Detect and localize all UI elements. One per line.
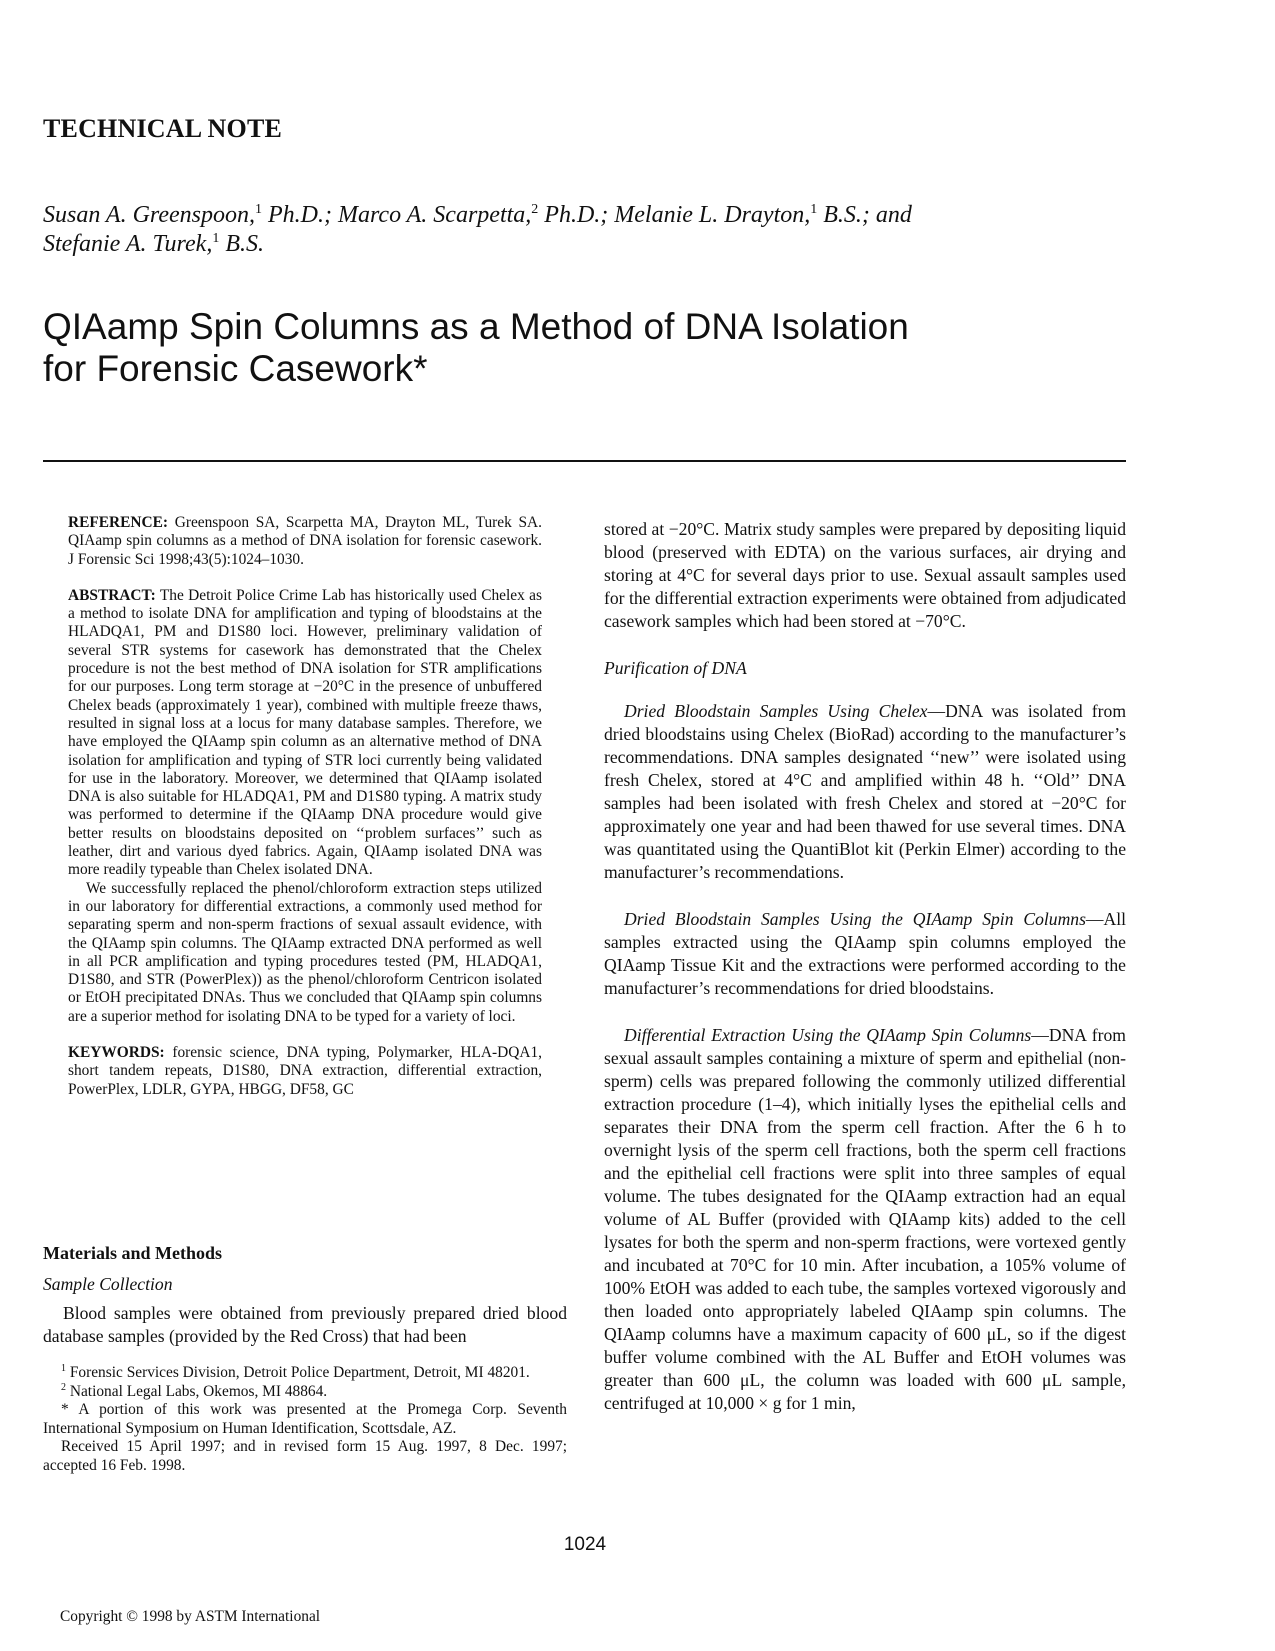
author-degree: B.S.; and	[817, 202, 912, 228]
paragraph-text: —DNA was isolated from dried bloodstains using Chelex (BioRad) according to the manufacturer’s recommendations. DNA samples designated ‘‘new’’ were isolated using fresh Chelex, stored at 4°C and amplified within 48 h. ‘‘Old’’ DNA samples had been isolated with fresh Chelex and stored at −20°C for approximately one year and had been thawed for use several times. DNA was quantitated using the QuantiBlot kit (Perkin Elmer) according to the manufacturer’s recommendations.	[604, 701, 1127, 882]
footnotes	[43, 1364, 567, 1475]
footnote: * A portion of this work was presented at the Promega Corp. Seventh International Symposium on Human Identification, Scottsdale, AZ.	[43, 1401, 567, 1437]
affiliation-mark: 1	[255, 202, 262, 217]
section-heading: Materials and Methods	[43, 1243, 222, 1263]
footnote-text: National Legal Labs, Okemos, MI 48864.	[66, 1382, 328, 1400]
keywords-paragraph	[68, 1044, 542, 1099]
footnote-text: Forensic Services Division, Detroit Police Department, Detroit, MI 48201.	[66, 1364, 530, 1381]
body-paragraph: stored at −20°C. Matrix study samples were prepared by depositing liquid blood (preserved with EDTA) on the various surfaces, air drying and storing at 4°C for several days prior to use. Sexual assault samples used for the differential extraction experiments were obtained from adjudicated casework samples which had been stored at −70°C.	[604, 519, 1126, 631]
author-degree: B.S.	[219, 231, 264, 257]
author-list	[43, 201, 1063, 259]
footnote	[43, 1383, 567, 1402]
title-line: for Forensic Casework*	[43, 348, 428, 389]
footnote	[43, 1364, 567, 1383]
abstract-paragraph	[68, 587, 542, 880]
author-name: Melanie L. Drayton,	[614, 202, 811, 228]
section-label: TECHNICAL NOTE	[43, 114, 283, 143]
author-name: Susan A. Greenspoon,	[43, 202, 255, 228]
title-line: QIAamp Spin Columns as a Method of DNA Isolation	[43, 306, 909, 347]
header-divider	[43, 460, 1126, 462]
keywords-text: forensic science, DNA typing, Polymarker, HLA-DQA1, short tandem repeats, D1S80, DNA extraction, differential extraction, PowerPlex, LDLR, GYPA, HBGG, DF58, GC	[68, 1044, 542, 1098]
author-degree: Ph.D.;	[538, 202, 615, 228]
affiliation-mark: 1	[810, 202, 818, 217]
abstract-block	[68, 514, 542, 1099]
author-degree: Ph.D.;	[262, 202, 338, 228]
run-in-heading: Dried Bloodstain Samples Using the QIAamp Spin Columns	[624, 909, 1086, 929]
keywords-label: KEYWORDS:	[68, 1044, 165, 1062]
received-dates: Received 15 April 1997; and in revised form 15 Aug. 1997, 8 Dec. 1997; accepted 16 Feb. 1998.	[43, 1438, 567, 1474]
subsection-heading: Sample Collection	[43, 1274, 173, 1294]
footnote-mark: 2	[61, 1381, 66, 1393]
paper-title	[43, 306, 1043, 390]
run-in-heading: Dried Bloodstain Samples Using Chelex	[624, 701, 928, 721]
abstract-paragraph: We successfully replaced the phenol/chloroform extraction steps utilized in our laboratory for differential extractions, a commonly used method for separating sperm and non-sperm fractions of sexual assault evidence, with the QIAamp spin columns. The QIAamp extracted DNA performed as well in all PCR amplification and typing procedures tested (PM, HLADQA1, D1S80, and STR (PowerPlex)) as the phenol/chloroform Centricon isolated or EtOH precipitated DNAs. Thus we concluded that QIAamp spin columns are a superior method for isolating DNA to be typed for a variety of loci.	[68, 879, 542, 1025]
reference-paragraph	[68, 514, 542, 569]
author-name: Marco A. Scarpetta,	[337, 202, 532, 228]
abstract-label: ABSTRACT:	[68, 586, 156, 604]
run-in-heading: Differential Extraction Using the QIAamp Spin Columns	[624, 1025, 1032, 1045]
body-paragraph	[604, 1024, 1126, 1415]
author-name: Stefanie A. Turek,	[43, 231, 213, 257]
body-paragraph	[604, 700, 1126, 884]
paragraph-text: —DNA from sexual assault samples containing a mixture of sperm and epithelial (non-sperm) cells was prepared following the commonly utilized differential extraction procedure (1–4), which initially lyses the epithelial cells and separates their DNA from the sperm cell fraction. After the 6 h to overnight lysis of the sperm cell fractions, both the sperm cell fractions and the epithelial cell fractions were split into three samples of equal volume. The tubes designated for the QIAamp extraction had an equal volume of AL Buffer (provided with QIAamp kits) added to the cell lysates for both the sperm and non-sperm fractions, were vortexed gently and incubated at 70°C for 10 min. After incubation, a 105% volume of 100% EtOH was added to each tube, the samples vortexed vigorously and then loaded onto appropriately labeled QIAamp spin columns. The QIAamp columns have a maximum capacity of 600 μL, so if the digest buffer volume combined with the AL Buffer and EtOH volumes was greater than 600 μL, the column was loaded with 600 μL sample, centrifuged at 10,000 × g for 1 min,	[604, 1025, 1126, 1413]
left-column-body	[43, 1242, 567, 1348]
paragraph-text: —All samples extracted using the QIAamp spin columns employed the QIAamp Tissue Kit and the extractions were performed according to the manufacturer’s recommendations for dried bloodstains.	[604, 909, 1126, 998]
affiliation-mark: 2	[531, 202, 539, 217]
copyright-notice: Copyright © 1998 by ASTM International	[60, 1608, 321, 1625]
affiliation-mark: 1	[212, 231, 220, 246]
reference-label: REFERENCE:	[68, 514, 169, 531]
reference-text: Greenspoon SA, Scarpetta MA, Drayton ML, Turek SA. QIAamp spin columns as a method of DNA isolation for forensic casework. J Forensic Sci 1998;43(5):1024–1030.	[68, 514, 542, 568]
right-column-body	[604, 518, 1126, 1415]
page-number: 1024	[563, 1534, 607, 1555]
body-paragraph	[604, 908, 1126, 1000]
footnote-mark: 1	[61, 1362, 66, 1374]
subsection-heading: Purification of DNA	[604, 658, 747, 678]
abstract-text: The Detroit Police Crime Lab has historically used Chelex as a method to isolate DNA for amplification and typing of bloodstains at the HLADQA1, PM and D1S80 loci. However, preliminary validation of several STR systems for casework has demonstrated that the Chelex procedure is not the best method of DNA isolation for STR amplifications for our purposes. Long term storage at −20°C in the presence of unbuffered Chelex beads (approximately 1 year), combined with multiple freeze thaws, resulted in signal loss at a locus for many database samples. Therefore, we have employed the QIAamp spin column as an alternative method of DNA isolation for amplification and typing of STR loci currently being validated for use in the laboratory. Moreover, we determined that QIAamp isolated DNA is also suitable for HLADQA1, PM and D1S80 typing. A matrix study was performed to determine if the QIAamp DNA procedure would give better results on bloodstains deposited on ‘‘problem surfaces’’ such as leather, dirt and various dyed fabrics. Again, QIAamp isolated DNA was more readily typeable than Chelex isolated DNA.	[68, 586, 542, 879]
body-paragraph: Blood samples were obtained from previously prepared dried blood database samples (provided by the Red Cross) that had been	[43, 1303, 567, 1346]
